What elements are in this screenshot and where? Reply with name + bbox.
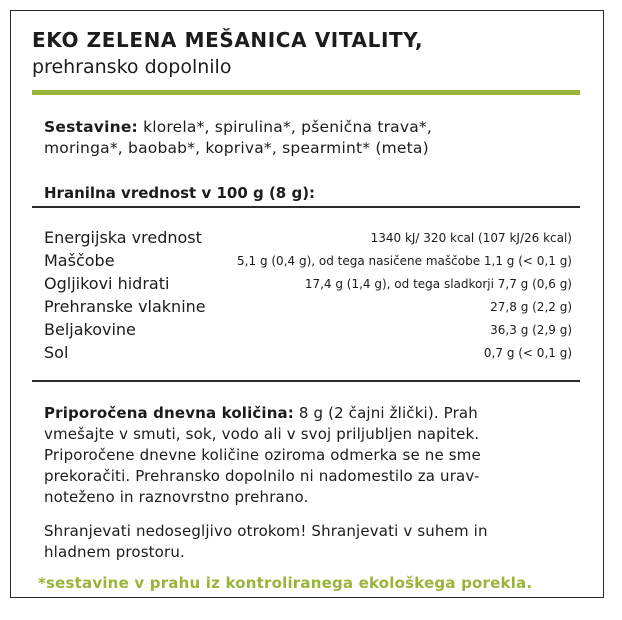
- product-subtitle: prehransko dopolnilo: [32, 56, 232, 78]
- storage-text-1: Shranjevati nedosegljivo otrokom! Shranjevati v suhem in: [44, 522, 488, 540]
- dosage-section: [44, 403, 584, 508]
- dosage-line-1: [44, 403, 584, 424]
- nutrient-name: Prehranske vlaknine: [44, 297, 206, 316]
- ingredients-text-2: moringa*, baobab*, kopriva*, spearmint* (meta): [44, 139, 429, 157]
- nutrition-title: Hranilna vrednost v 100 g (8 g):: [44, 184, 316, 202]
- ingredients-text-1: klorela*, spirulina*, pšenična trava*,: [137, 118, 433, 136]
- accent-divider: [32, 90, 580, 95]
- nutrient-value: 5,1 g (0,4 g), od tega nasičene maščobe 1,1 g (< 0,1 g): [237, 254, 572, 268]
- organic-footnote: *sestavine v prahu iz kontroliranega ekološkega porekla.: [38, 574, 533, 592]
- nutrient-name: Energijska vrednost: [44, 228, 202, 247]
- ingredients-section: [44, 117, 580, 159]
- dosage-text-3: Priporočene dnevne količine oziroma odmerka se ne sme: [44, 446, 481, 464]
- dosage-text-2: vmešajte v smuti, sok, vodo ali v svoj priljubljen napitek.: [44, 425, 480, 443]
- nutrition-bottom-rule: [32, 380, 580, 382]
- nutrient-value: 0,7 g (< 0,1 g): [483, 346, 572, 360]
- nutrition-row: [44, 274, 572, 296]
- nutrient-name: Beljakovine: [44, 320, 136, 339]
- ingredients-line-1: [44, 117, 580, 138]
- dosage-text-1: 8 g (2 čajni žlički). Prah: [293, 404, 478, 422]
- storage-section: [44, 521, 584, 563]
- nutrition-row: [44, 251, 572, 273]
- nutrition-row: [44, 320, 572, 342]
- nutrition-row: [44, 228, 572, 250]
- product-title: EKO ZELENA MEŠANICA VITALITY,: [32, 28, 424, 52]
- nutrient-name: Maščobe: [44, 251, 115, 270]
- ingredients-label: Sestavine:: [44, 118, 138, 136]
- nutrient-value: 36,3 g (2,9 g): [490, 323, 572, 337]
- storage-text-2: hladnem prostoru.: [44, 543, 185, 561]
- nutrition-top-rule: [32, 206, 580, 208]
- nutrient-name: Ogljikovi hidrati: [44, 274, 170, 293]
- nutrient-value: 27,8 g (2,2 g): [490, 300, 572, 314]
- dosage-text-5: noteženo in raznovrstno prehrano.: [44, 488, 309, 506]
- nutrient-value: 1340 kJ/ 320 kcal (107 kJ/26 kcal): [370, 231, 572, 245]
- dosage-text-4: prekoračiti. Prehransko dopolnilo ni nadomestilo za urav-: [44, 467, 480, 485]
- nutrition-row: [44, 343, 572, 365]
- nutrient-value: 17,4 g (1,4 g), od tega sladkorji 7,7 g (0,6 g): [304, 277, 572, 291]
- dosage-label: Priporočena dnevna količina:: [44, 404, 294, 422]
- nutrient-name: Sol: [44, 343, 69, 362]
- nutrition-row: [44, 297, 572, 319]
